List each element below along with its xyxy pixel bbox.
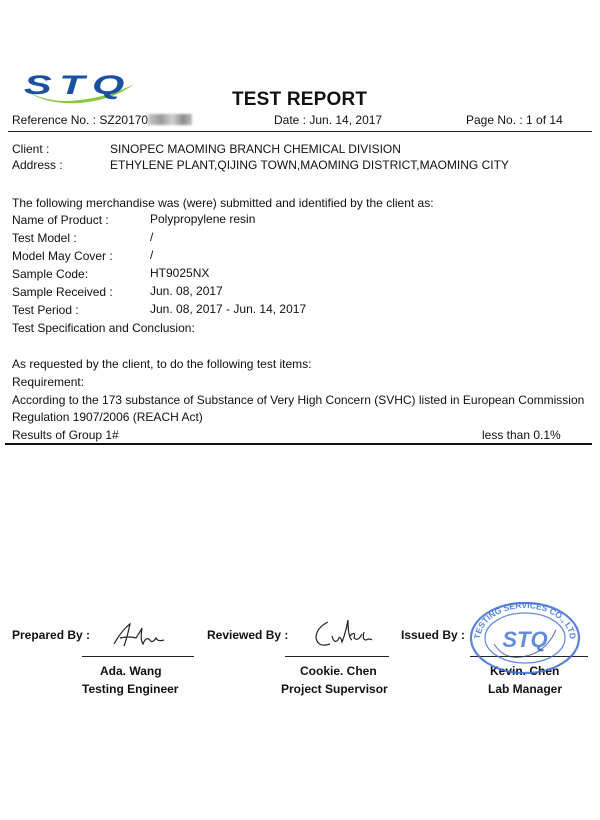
client-value: SINOPEC MAOMING BRANCH CHEMICAL DIVISION [110,142,401,156]
field-label: Test Period : [12,303,79,317]
prepared-signature [110,618,168,652]
requirement-line: Regulation 1907/2006 (REACH Act) [12,410,203,424]
stamp-ring-text: TESTING SERVICES CO., LTD [471,600,579,640]
field-value: Jun. 08, 2017 [150,284,223,298]
reviewed-signature [310,614,380,652]
redacted-mark [148,114,192,125]
requirement-line: According to the 173 substance of Substance of Very High Concern (SVHC) listed in European Commission [12,393,585,407]
reviewed-label: Reviewed By : [207,628,289,642]
page-value: 1 of 14 [526,113,563,127]
reference-number [12,113,192,127]
date-label: Date : [274,113,307,127]
client-label: Client : [12,142,50,156]
prepared-name: Ada. Wang [100,664,162,678]
signature-line [82,656,194,657]
stq-logo [22,70,138,104]
reference-label: Reference No. : [12,113,97,127]
page-number [466,113,563,127]
field-value: Jun. 08, 2017 - Jun. 14, 2017 [150,302,307,316]
issued-title: Lab Manager [488,682,563,696]
field-label: Sample Code: [12,267,89,281]
results-value: less than 0.1% [482,428,561,442]
logo-text: STQ [24,70,132,100]
stamp-center-text: STQ [502,627,548,652]
address-value: ETHYLENE PLANT,QIJING TOWN,MAOMING DISTRICT,MAOMING CITY [110,158,509,172]
reference-value: SZ20170 [99,113,149,127]
merchandise-intro: The following merchandise was (were) submitted and identified by the client as: [12,196,434,210]
field-value: Polypropylene resin [150,212,256,226]
report-date [274,113,382,127]
requirement-intro: As requested by the client, to do the following test items: [12,357,312,371]
requirement-label: Requirement: [12,375,85,389]
field-label: Model May Cover : [12,249,113,263]
field-label: Test Model : [12,231,77,245]
field-value: HT9025NX [150,266,210,280]
address-label: Address : [12,158,63,172]
field-value: / [150,248,154,262]
results-divider [5,443,592,445]
header-divider [8,131,592,132]
date-value: Jun. 14, 2017 [309,113,383,127]
field-label: Sample Received : [12,285,113,299]
reviewed-title: Project Supervisor [281,682,388,696]
prepared-label: Prepared By : [12,628,91,642]
report-title: TEST REPORT [232,89,368,110]
issued-label: Issued By : [401,628,466,642]
issued-name: Kevin. Chen [490,664,560,678]
field-label: Name of Product : [12,213,109,227]
spec-label: Test Specification and Conclusion: [12,321,195,335]
company-stamp [466,600,584,676]
prepared-title: Testing Engineer [82,682,179,696]
signature-line [285,656,389,657]
field-value: / [150,230,154,244]
reviewed-name: Cookie. Chen [300,664,377,678]
page-label: Page No. : [466,113,523,127]
results-label: Results of Group 1# [12,428,119,442]
